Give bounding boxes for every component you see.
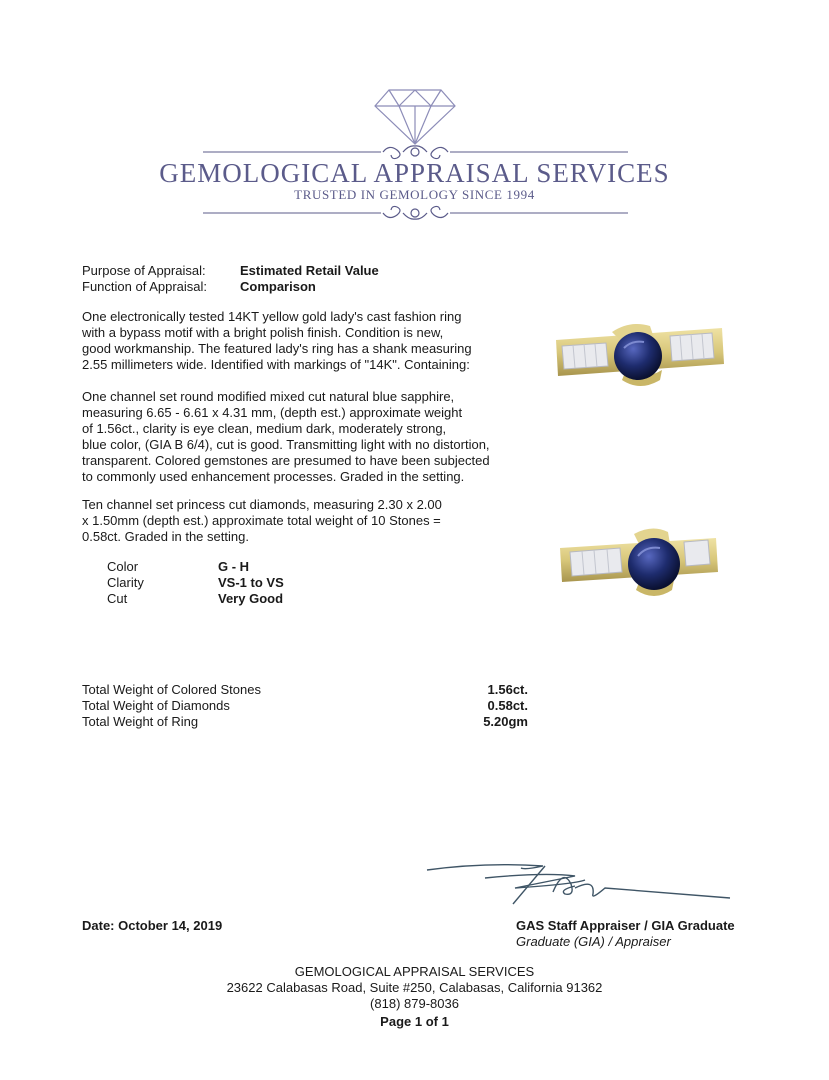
grade-value: VS-1 to VS: [218, 575, 284, 590]
appraisal-date: Date: October 14, 2019: [82, 918, 223, 933]
company-tagline: TRUSTED IN GEMOLOGY SINCE 1994: [294, 187, 535, 202]
grade-value: Very Good: [218, 591, 284, 606]
ring-description: [82, 309, 527, 373]
description-line: 0.58ct. Graded in the setting.: [82, 529, 249, 544]
diamond-description: [82, 497, 527, 545]
description-line: One electronically tested 14KT yellow gold lady's cast fashion ring: [82, 309, 462, 324]
grade-value: G - H: [218, 559, 250, 574]
grade-label: Color: [107, 559, 139, 574]
description-line: good workmanship. The featured lady's ring has a shank measuring: [82, 341, 472, 356]
ring-photo-top: [552, 318, 727, 398]
function-label: Function of Appraisal:: [82, 279, 208, 294]
total-value: 0.58ct.: [487, 698, 528, 713]
total-label: Total Weight of Ring: [82, 714, 199, 729]
description-line: transparent. Colored gemstones are presumed to have been subjected: [82, 453, 490, 468]
diamond-logo-icon: [373, 88, 457, 146]
function-value: Comparison: [240, 279, 316, 294]
grade-label: Clarity: [107, 575, 144, 590]
total-label: Total Weight of Colored Stones: [82, 682, 261, 697]
purpose-value: Estimated Retail Value: [240, 263, 379, 278]
ring-photo-bottom: [556, 520, 721, 610]
total-value: 5.20gm: [483, 714, 528, 729]
total-label: Total Weight of Diamonds: [82, 698, 230, 713]
description-line: measuring 6.65 - 6.61 x 4.31 mm, (depth est.) approximate weight: [82, 405, 463, 420]
appraiser-title: GAS Staff Appraiser / GIA Graduate: [516, 918, 735, 933]
appraiser-subtitle: Graduate (GIA) / Appraiser: [516, 934, 671, 949]
purpose-label: Purpose of Appraisal:: [82, 263, 206, 278]
page-number: Page 1 of 1: [380, 1014, 449, 1029]
company-title: GEMOLOGICAL APPRAISAL SERVICES: [159, 158, 670, 188]
description-line: to commonly used enhancement processes. Graded in the setting.: [82, 469, 465, 484]
description-line: blue color, (GIA B 6/4), cut is good. Transmitting light with no distortion,: [82, 437, 490, 452]
total-value: 1.56ct.: [487, 682, 528, 697]
footer-phone: (818) 879-8036: [370, 996, 459, 1011]
description-line: x 1.50mm (depth est.) approximate total weight of 10 Stones =: [82, 513, 441, 528]
description-line: of 1.56ct., clarity is eye clean, medium dark, moderately strong,: [82, 421, 447, 436]
bottom-ornament-icon: [203, 203, 628, 223]
description-line: One channel set round modified mixed cut natural blue sapphire,: [82, 389, 455, 404]
sapphire-description: [82, 389, 527, 485]
footer-address: 23622 Calabasas Road, Suite #250, Calabasas, California 91362: [226, 980, 603, 995]
description-line: 2.55 millimeters wide. Identified with markings of "14K". Containing:: [82, 357, 470, 372]
footer-company: GEMOLOGICAL APPRAISAL SERVICES: [294, 964, 535, 979]
grade-label: Cut: [107, 591, 128, 606]
description-line: with a bypass motif with a bright polish finish. Condition is new,: [82, 325, 444, 340]
appraiser-signature: [425, 858, 735, 910]
description-line: Ten channel set princess cut diamonds, measuring 2.30 x 2.00: [82, 497, 442, 512]
